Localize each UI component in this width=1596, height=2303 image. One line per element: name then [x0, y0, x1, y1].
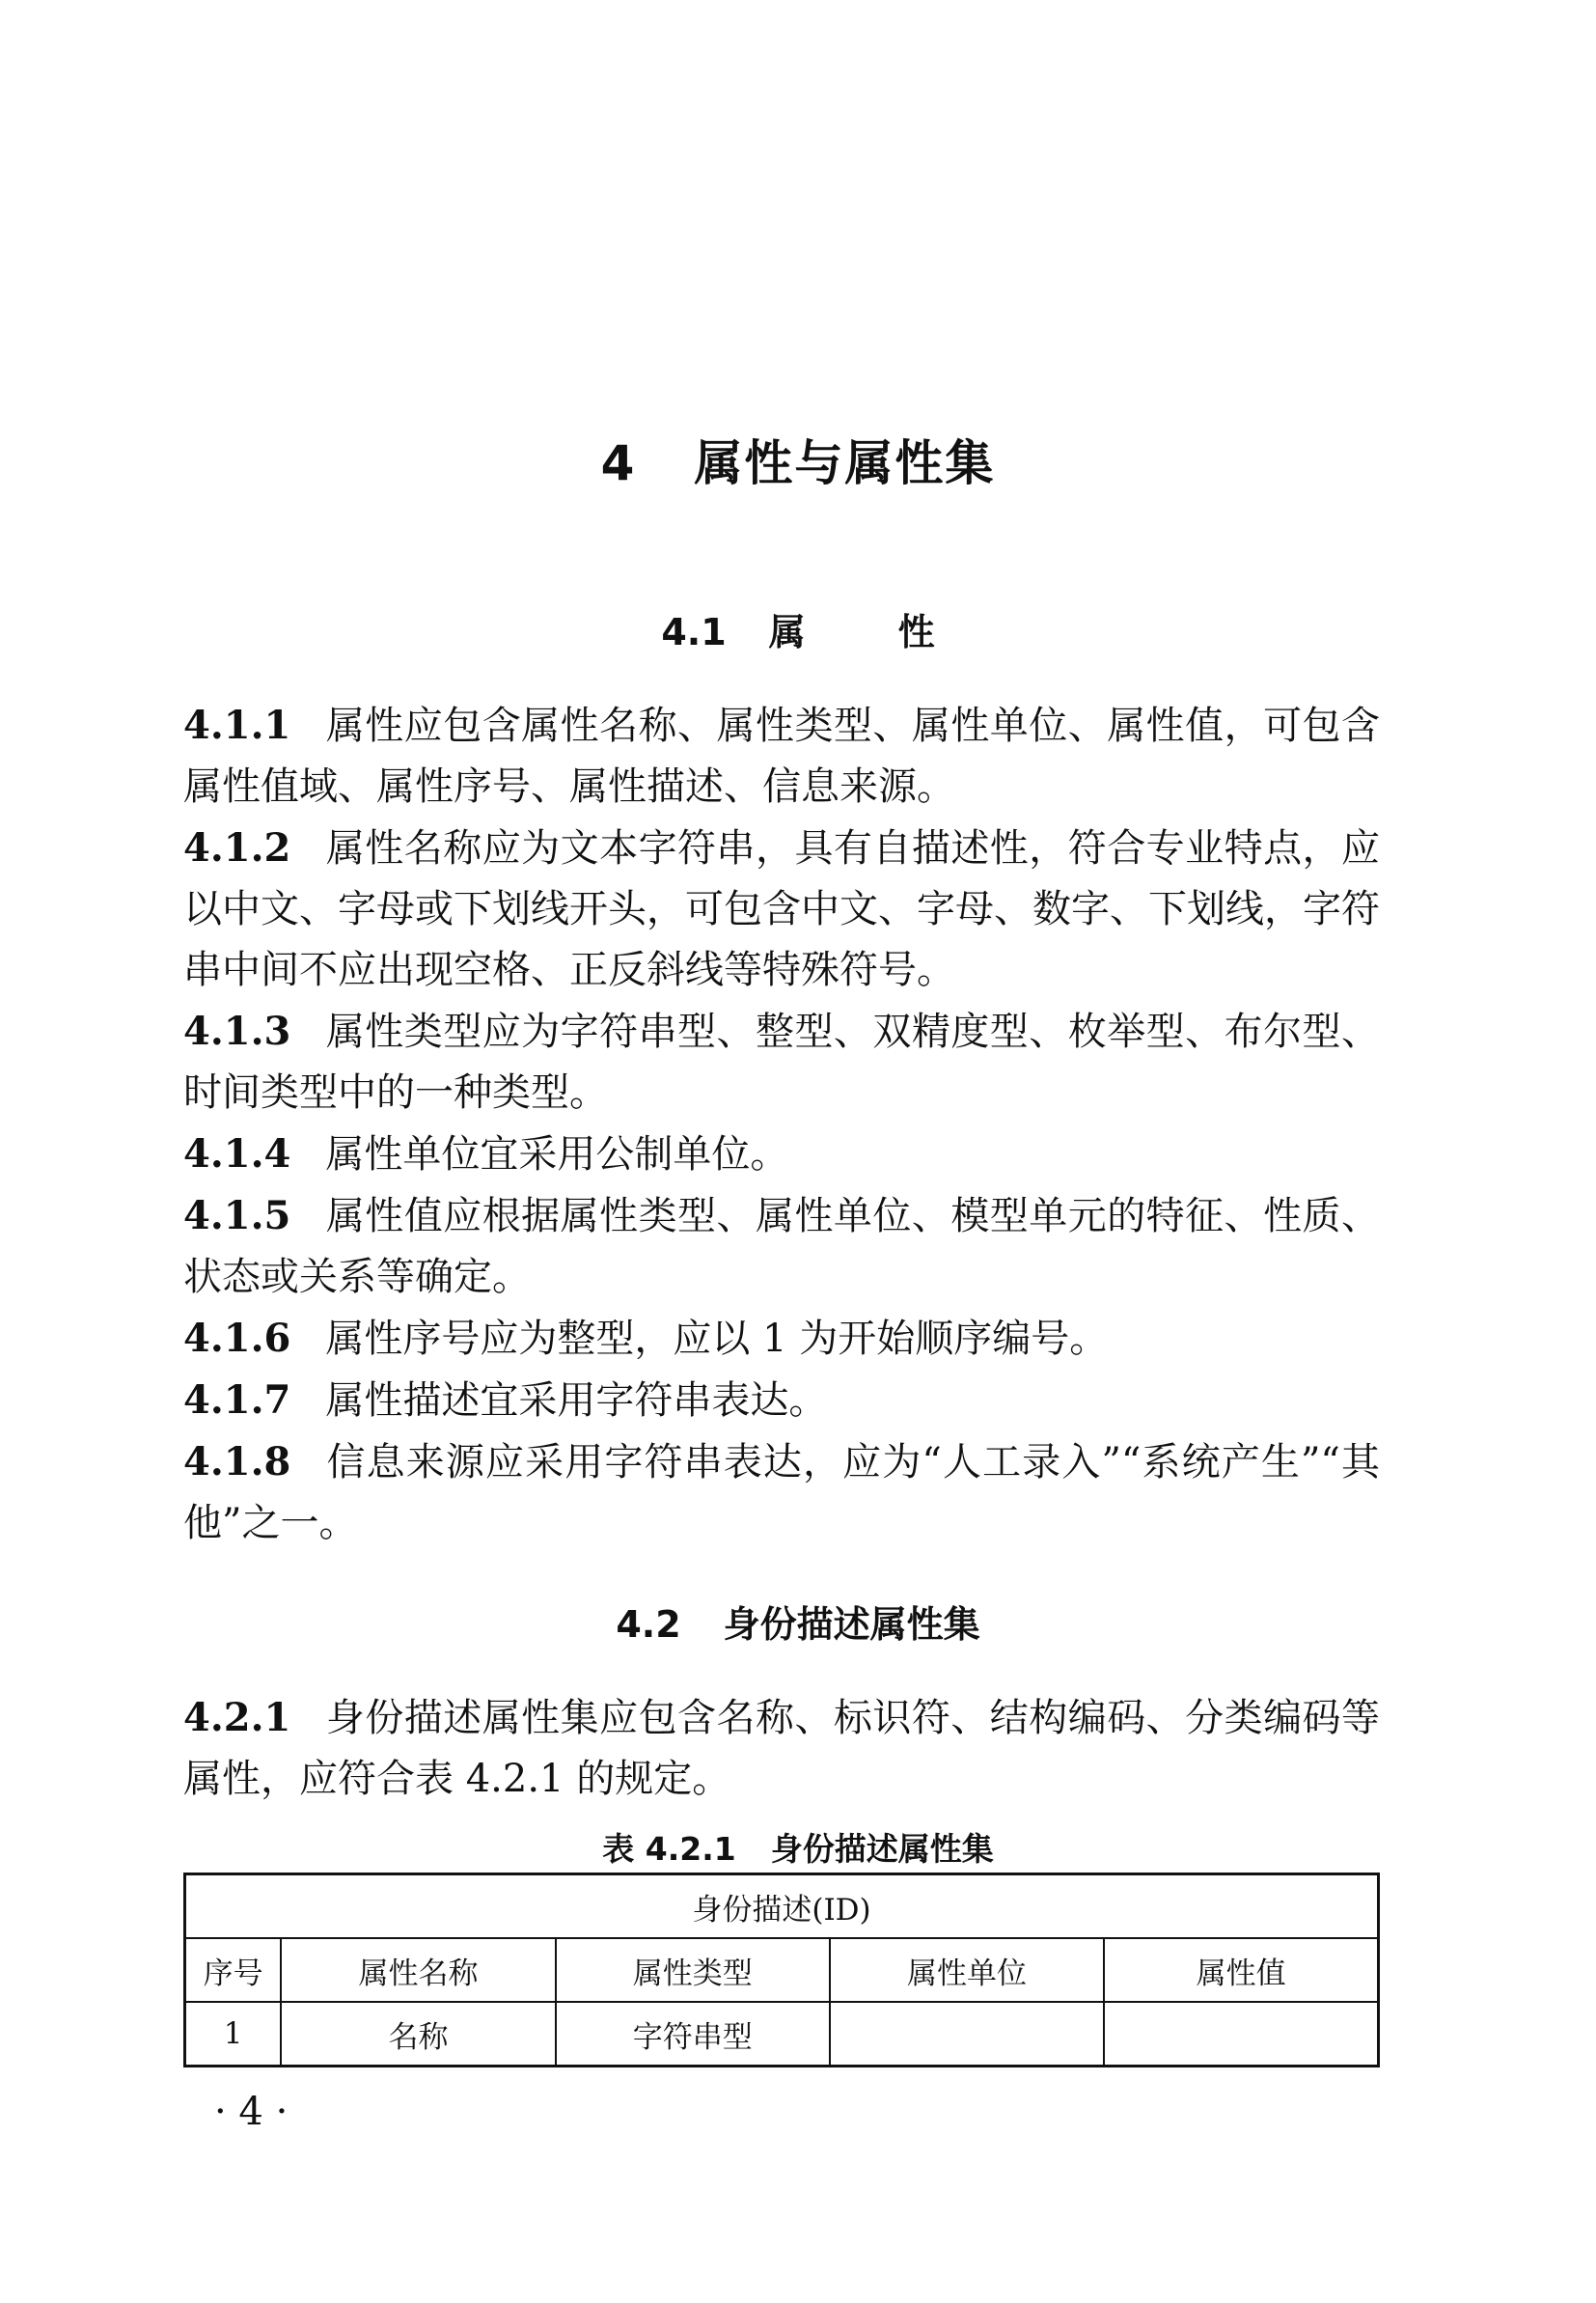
column-header-attr-type: 属性类型 [556, 1938, 830, 2002]
section-title-4-2 [0, 1595, 1596, 1648]
clause-number: 4.1.1 [183, 703, 291, 748]
clause-text: 信息来源应采用字符串表达，应为“人工录入”“系统产生”“其他”之一。 [183, 1440, 1380, 1545]
section-title-4-1 [0, 602, 1596, 655]
column-header-attr-name: 属性名称 [281, 1938, 555, 2002]
identity-attribute-table [183, 1873, 1380, 2067]
cell-attr-unit [830, 2002, 1104, 2067]
clause-4-1-7 [183, 1370, 1380, 1431]
clause-4-1-1 [183, 695, 1380, 818]
section-name: 身份描述属性集 [723, 1603, 980, 1646]
cell-attr-value [1104, 2002, 1378, 2067]
table-caption-number: 表 4.2.1 [602, 1830, 736, 1868]
clause-text: 属性单位宜采用公制单位。 [325, 1132, 789, 1177]
table-header-row [185, 1938, 1379, 2002]
clause-text: 属性值应根据属性类型、属性单位、模型单元的特征、性质、状态或关系等确定。 [183, 1194, 1380, 1299]
table-caption-title: 身份描述属性集 [770, 1830, 994, 1868]
section-number: 4.2 [616, 1603, 681, 1646]
column-header-attr-unit: 属性单位 [830, 1938, 1104, 2002]
clause-number: 4.1.3 [183, 1009, 291, 1054]
chapter-number: 4 [600, 435, 637, 491]
clause-4-1-3 [183, 1001, 1380, 1124]
clause-4-1-4 [183, 1124, 1380, 1185]
section-name-part2: 性 [897, 611, 935, 653]
clause-4-2-1 [183, 1687, 1380, 1810]
clause-text: 身份描述属性集应包含名称、标识符、结构编码、分类编码等属性，应符合表 4.2.1 的规定。 [183, 1696, 1380, 1801]
section-name-part1: 属 [768, 611, 806, 653]
chapter-title [0, 425, 1596, 494]
clauses-4-2 [183, 1687, 1380, 1810]
clause-4-1-6 [183, 1308, 1380, 1370]
clause-number: 4.1.8 [183, 1439, 291, 1484]
cell-attr-name: 名称 [281, 2002, 555, 2067]
table-row [185, 2002, 1379, 2067]
table-caption [0, 1824, 1596, 1870]
clause-number: 4.1.5 [183, 1193, 291, 1238]
clause-text: 属性描述宜采用字符串表达。 [325, 1378, 828, 1423]
cell-attr-type: 字符串型 [556, 2002, 830, 2067]
clause-4-1-2 [183, 818, 1380, 1001]
cell-index: 1 [185, 2002, 282, 2067]
chapter-name: 属性与属性集 [694, 435, 996, 491]
clause-4-1-5 [183, 1185, 1380, 1308]
clauses-4-1 [183, 695, 1380, 1554]
clause-text: 属性名称应为文本字符串，具有自描述性，符合专业特点，应以中文、字母或下划线开头，可包含中文、字母、数字、下划线，字符串中间不应出现空格、正反斜线等特殊符号。 [183, 826, 1380, 992]
clause-number: 4.1.7 [183, 1377, 291, 1423]
table-group-header-row [185, 1874, 1379, 1939]
clause-text: 属性类型应为字符串型、整型、双精度型、枚举型、布尔型、时间类型中的一种类型。 [183, 1010, 1380, 1115]
table-group-header: 身份描述(ID) [185, 1874, 1379, 1939]
column-header-attr-value: 属性值 [1104, 1938, 1378, 2002]
clause-number: 4.1.6 [183, 1316, 291, 1361]
clause-4-1-8 [183, 1431, 1380, 1554]
section-number: 4.1 [661, 611, 727, 653]
clause-number: 4.1.4 [183, 1131, 291, 1177]
page-number: · 4 · [214, 2090, 289, 2134]
clause-number: 4.1.2 [183, 825, 291, 871]
clause-text: 属性应包含属性名称、属性类型、属性单位、属性值，可包含属性值域、属性序号、属性描述、信息来源。 [183, 704, 1380, 809]
clause-number: 4.2.1 [183, 1695, 291, 1740]
column-header-index: 序号 [185, 1938, 282, 2002]
clause-text: 属性序号应为整型，应以 1 为开始顺序编号。 [325, 1317, 1109, 1361]
